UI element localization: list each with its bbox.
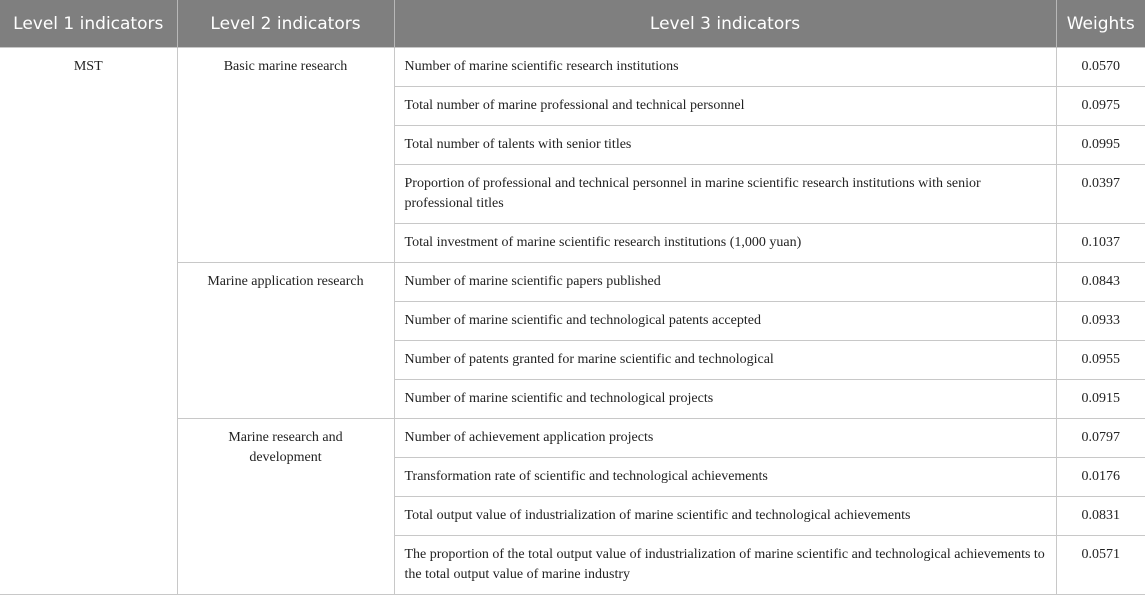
level2-cell: Marine research and development [177, 419, 394, 595]
weight-cell: 0.0975 [1056, 87, 1145, 126]
level3-cell: Number of marine scientific and technological patents accepted [394, 302, 1056, 341]
level1-cell: MST [0, 48, 177, 595]
level3-cell: Total output value of industrialization of marine scientific and technological achievements [394, 497, 1056, 536]
weight-cell: 0.0571 [1056, 536, 1145, 595]
level2-cell: Marine application research [177, 263, 394, 419]
level3-cell: The proportion of the total output value of industrialization of marine scientific and technological achievements to the total output value of marine industry [394, 536, 1056, 595]
level3-cell: Number of marine scientific research institutions [394, 48, 1056, 87]
weight-cell: 0.1037 [1056, 224, 1145, 263]
level3-cell: Number of marine scientific papers published [394, 263, 1056, 302]
level3-cell: Total number of marine professional and technical personnel [394, 87, 1056, 126]
level3-cell: Transformation rate of scientific and technological achievements [394, 458, 1056, 497]
weight-cell: 0.0915 [1056, 380, 1145, 419]
header-level2: Level 2 indicators [177, 0, 394, 48]
weight-cell: 0.0831 [1056, 497, 1145, 536]
level3-cell: Number of marine scientific and technological projects [394, 380, 1056, 419]
weight-cell: 0.0933 [1056, 302, 1145, 341]
level3-cell: Total number of talents with senior titles [394, 126, 1056, 165]
weight-cell: 0.0176 [1056, 458, 1145, 497]
header-level1: Level 1 indicators [0, 0, 177, 48]
weight-cell: 0.0797 [1056, 419, 1145, 458]
header-weights: Weights [1056, 0, 1145, 48]
header-level3: Level 3 indicators [394, 0, 1056, 48]
level3-cell: Number of patents granted for marine scientific and technological [394, 341, 1056, 380]
weight-cell: 0.0955 [1056, 341, 1145, 380]
table-row [0, 48, 1145, 87]
level3-cell: Number of achievement application projects [394, 419, 1056, 458]
weight-cell: 0.0397 [1056, 165, 1145, 224]
weight-cell: 0.0843 [1056, 263, 1145, 302]
weight-cell: 0.0995 [1056, 126, 1145, 165]
level2-cell: Basic marine research [177, 48, 394, 263]
level3-cell: Proportion of professional and technical personnel in marine scientific research institutions with senior professional titles [394, 165, 1056, 224]
level3-cell: Total investment of marine scientific research institutions (1,000 yuan) [394, 224, 1056, 263]
weight-cell: 0.0570 [1056, 48, 1145, 87]
header-row [0, 0, 1145, 48]
